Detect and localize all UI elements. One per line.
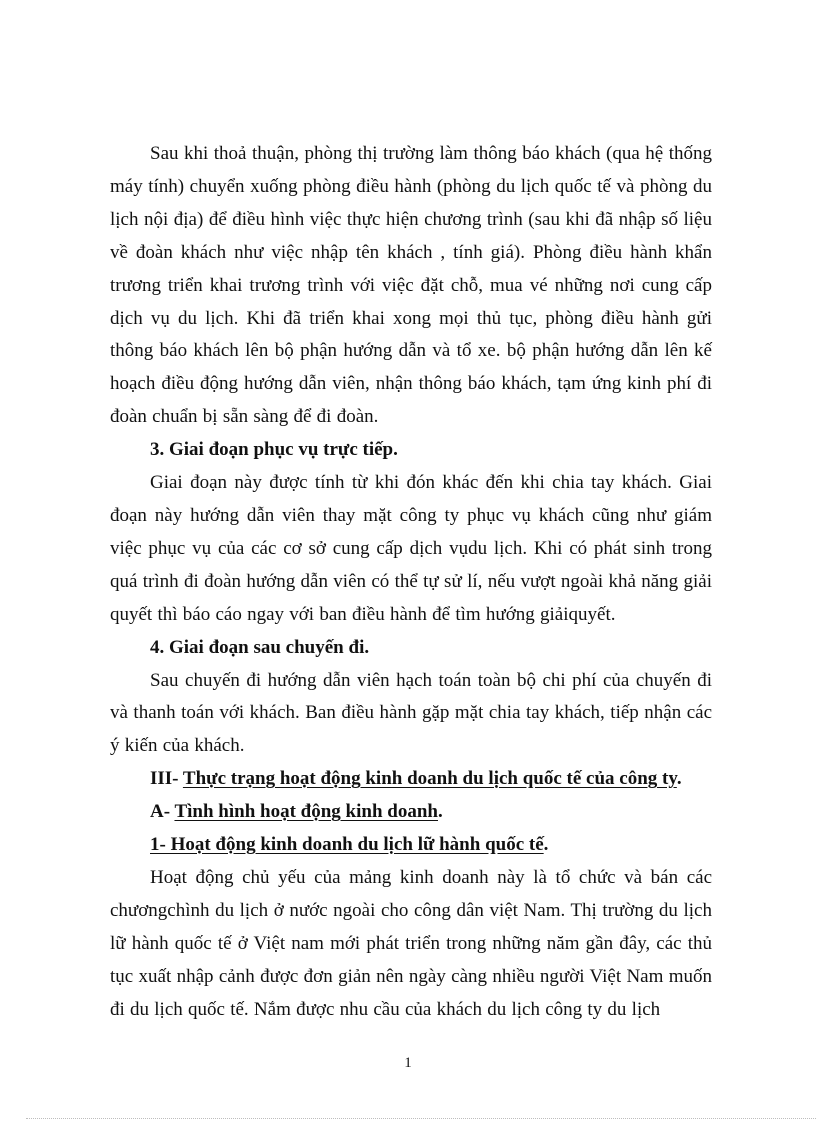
footer-dotted-rule [26, 1118, 816, 1119]
item-heading-title: 1- Hoạt động kinh doanh du lịch lữ hành quốc tế [150, 834, 544, 856]
subsection-heading-letter: A- [150, 801, 175, 823]
heading-direct-service-stage: 3. Giai đoạn phục vụ trực tiếp. [150, 439, 398, 461]
paragraph-international-travel: Hoạt động chủ yếu của mảng kinh doanh này là tổ chức và bán các chươngchình du lịch ở nước ngoài cho công dân việt Nam. Thị trường du lịch lữ hành quốc tế ở Việt nam mới phát triển trong những năm gần đây, các thủ tục xuất nhập cảnh được đơn giản nên ngày càng nhiều người Việt Nam muốn đi du lịch quốc tế. Nắm được nhu cầu của khách du lịch công ty du lịch [110, 866, 712, 1020]
paragraph-direct-service: Giai đoạn này được tính từ khi đón khác đến khi chia tay khách. Giai đoạn này hướng dẫn viên thay mặt công ty phục vụ khách cũng như giám việc phục vụ của các cơ sở cung cấp dịch vụdu lịch. Khi có phát sinh trong quá trình đi đoàn hướng dẫn viên có thể tự sử lí, nếu vượt ngoài khả năng giải quyết thì báo cáo ngay với ban điều hành để tìm hướng giảiquyết. [110, 472, 712, 625]
item-heading-period: . [543, 834, 549, 856]
section-heading-period: . [676, 768, 682, 790]
heading-post-trip-stage: 4. Giai đoạn sau chuyến đi. [150, 636, 370, 658]
section-heading-title: Thực trạng hoạt động kinh doanh du lịch quốc tế của công ty [182, 768, 677, 790]
item-heading-international-travel [110, 829, 712, 862]
section-heading-international-business [110, 763, 712, 796]
page-number: 1 [404, 1055, 412, 1071]
paragraph-post-trip: Sau chuyến đi hướng dẫn viên hạch toán toàn bộ chi phí của chuyến đi và thanh toán với khách. Ban điều hành gặp mặt chia tay khách, tiếp nhận các ý kiến của khách. [110, 669, 712, 757]
document-body [110, 138, 712, 1026]
paragraph-operations-handoff: Sau khi thoả thuận, phòng thị trường làm thông báo khách (qua hệ thống máy tính) chuyển xuống phòng điều hành (phòng du lịch quốc tế và phòng du lịch nội địa) để điều hình việc thực hiện chương trình (sau khi đã nhập số liệu về đoàn khách như việc nhập tên khách , tính giá). Phòng điều hành khẩn trương triển khai trương trình với việc đặt chỗ, mua vé những nơi cung cấp dịch vụ du lịch. Khi đã triển khai xong mọi thủ tục, phòng điều hành gửi thông báo khách lên bộ phận hướng dẫn và tổ xe. bộ phận hướng dẫn lên kế hoạch điều động hướng dẫn viên, nhận thông báo khách, tạm ứng kinh phí đi đoàn chuẩn bị sẵn sàng để đi đoàn. [110, 143, 712, 428]
subsection-heading-business-status [110, 796, 712, 829]
subsection-heading-period: . [438, 801, 443, 823]
subsection-heading-title: Tình hình hoạt động kinh doanh [174, 801, 438, 823]
section-heading-number: III- [150, 768, 183, 790]
